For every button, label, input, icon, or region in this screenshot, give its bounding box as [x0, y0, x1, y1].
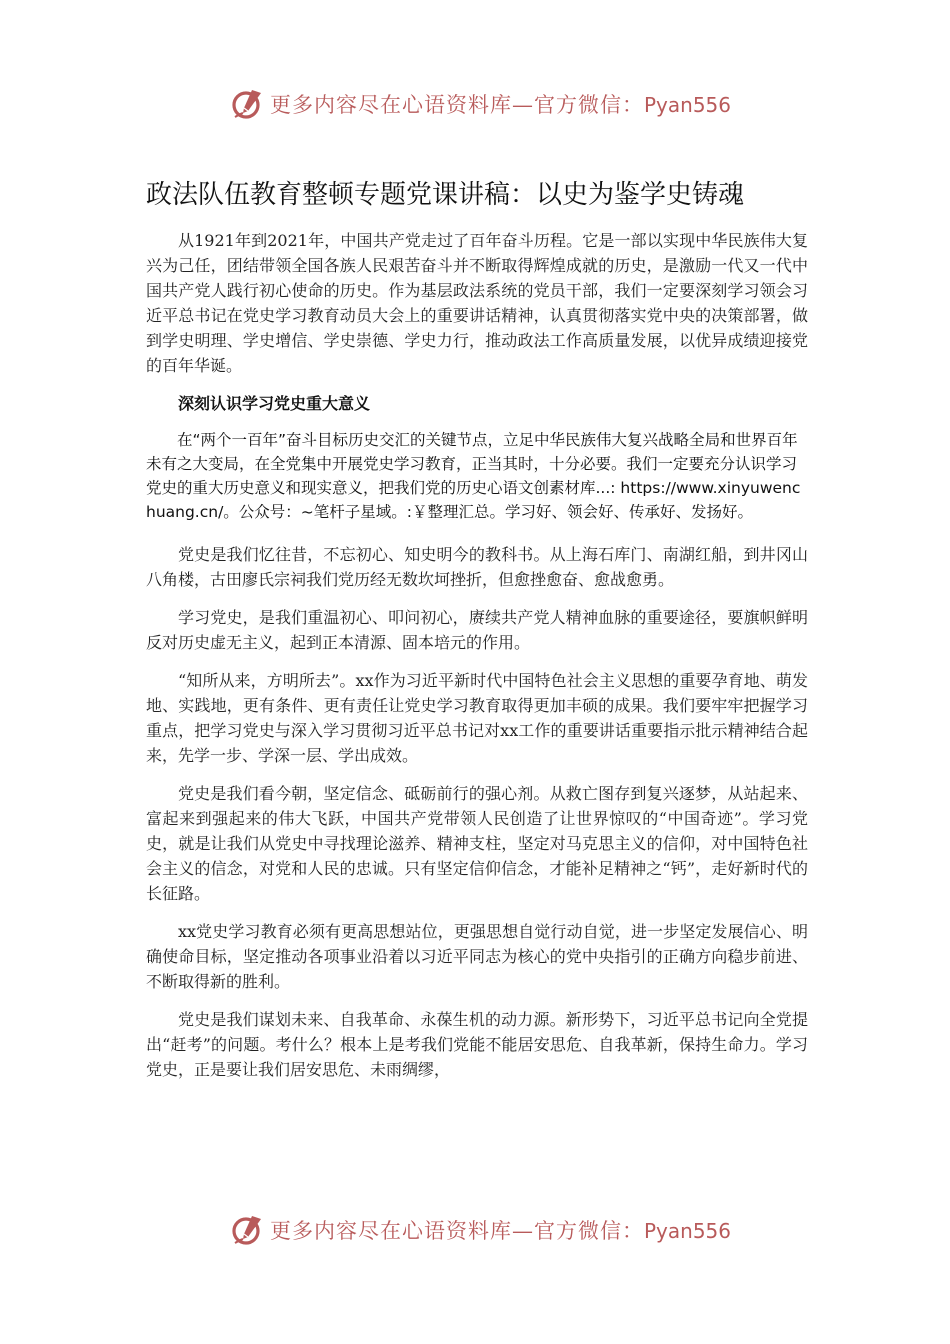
watermark-header — [230, 84, 750, 124]
paragraph: 从1921年到2021年，中国共产党走过了百年奋斗历程。它是一部以实现中华民族伟大复兴为己任，团结带领全国各族人民艰苦奋斗并不断取得辉煌成就的历史，是激励一代又一代中国共产党人践行初心使命的历史。作为基层政法系统的党员干部，我们一定要深刻学习领会习近平总书记在党史学习教育动员大会上的重要讲话精神，认真贯彻落实党中央的决策部署，做到学史明理、学史增信、学史崇德、学史力行，推动政法工作高质量发展，以优异成绩迎接党的百年华诞。 — [146, 231, 808, 375]
watermark-footer — [230, 1210, 750, 1250]
paragraph: 在“两个一百年”奋斗目标历史交汇的关键节点，立足中华民族伟大复兴战略全局和世界百年未有之大变局，在全党集中开展党史学习教育，正当其时，十分必要。我们一定要充分认识学习党史的重大历史意义和现实意义，把我们党的历史心语文创素材库...: https://www.xinyuwenchuang.cn/。公众号：~笔杆子星域。:￥整理汇总。学习好、领会好、传承好、发扬好。 — [146, 431, 801, 521]
pen-logo-icon — [230, 1213, 264, 1247]
section-heading: 深刻认识学习党史重大意义 — [178, 394, 371, 413]
paragraph: 党史是我们看今朝，坚定信念、砥砺前行的强心剂。从救亡图存到复兴逐梦，从站起来、富起来到强起来的伟大飞跃，中国共产党带领人民创造了让世界惊叹的“中国奇迹”。学习党史，就是让我们从党史中寻找理论滋养、精神支柱，坚定对马克思主义的信仰，对中国特色社会主义的信念，对党和人民的忠诚。只有坚定信仰信念，才能补足精神之“钙”，走好新时代的长征路。 — [146, 784, 808, 903]
paragraph: 学习党史，是我们重温初心、叩问初心，赓续共产党人精神血脉的重要途径，要旗帜鲜明反对历史虚无主义，起到正本清源、固本培元的作用。 — [146, 608, 808, 652]
paragraph: “知所从来，方明所去”。xx作为习近平新时代中国特色社会主义思想的重要孕育地、萌发地、实践地，更有条件、更有责任让党史学习教育取得更加丰硕的成果。我们要牢牢把握学习重点，把学习党史与深入学习贯彻习近平总书记对xx工作的重要讲话重要指示批示精神结合起来，先学一步、学深一层、学出成效。 — [146, 671, 808, 765]
document-title: 政法队伍教育整顿专题党课讲稿：以史为鉴学史铸魂 — [146, 180, 745, 210]
paragraph: 党史是我们忆往昔，不忘初心、知史明今的教科书。从上海石库门、南湖红船，到井冈山八角楼，古田廖氏宗祠我们党历经无数坎坷挫折，但愈挫愈奋、愈战愈勇。 — [146, 545, 808, 589]
paragraph: 党史是我们谋划未来、自我革命、永葆生机的动力源。新形势下，习近平总书记向全党提出“赶考”的问题。考什么？根本上是考我们党能不能居安思危、自我革新，保持生命力。学习党史，正是要让我们居安思危、未雨绸缪， — [146, 1010, 808, 1079]
watermark-text: 更多内容尽在心语资料库—官方微信：Pyan556 — [270, 93, 732, 117]
watermark-text: 更多内容尽在心语资料库—官方微信：Pyan556 — [270, 1219, 732, 1243]
pen-logo-icon — [230, 87, 264, 121]
paragraph: xx党史学习教育必须有更高思想站位，更强思想自觉行动自觉，进一步坚定发展信心、明确使命目标，坚定推动各项事业沿着以习近平同志为核心的党中央指引的正确方向稳步前进、不断取得新的胜利。 — [146, 922, 808, 991]
document-body — [146, 228, 808, 1095]
